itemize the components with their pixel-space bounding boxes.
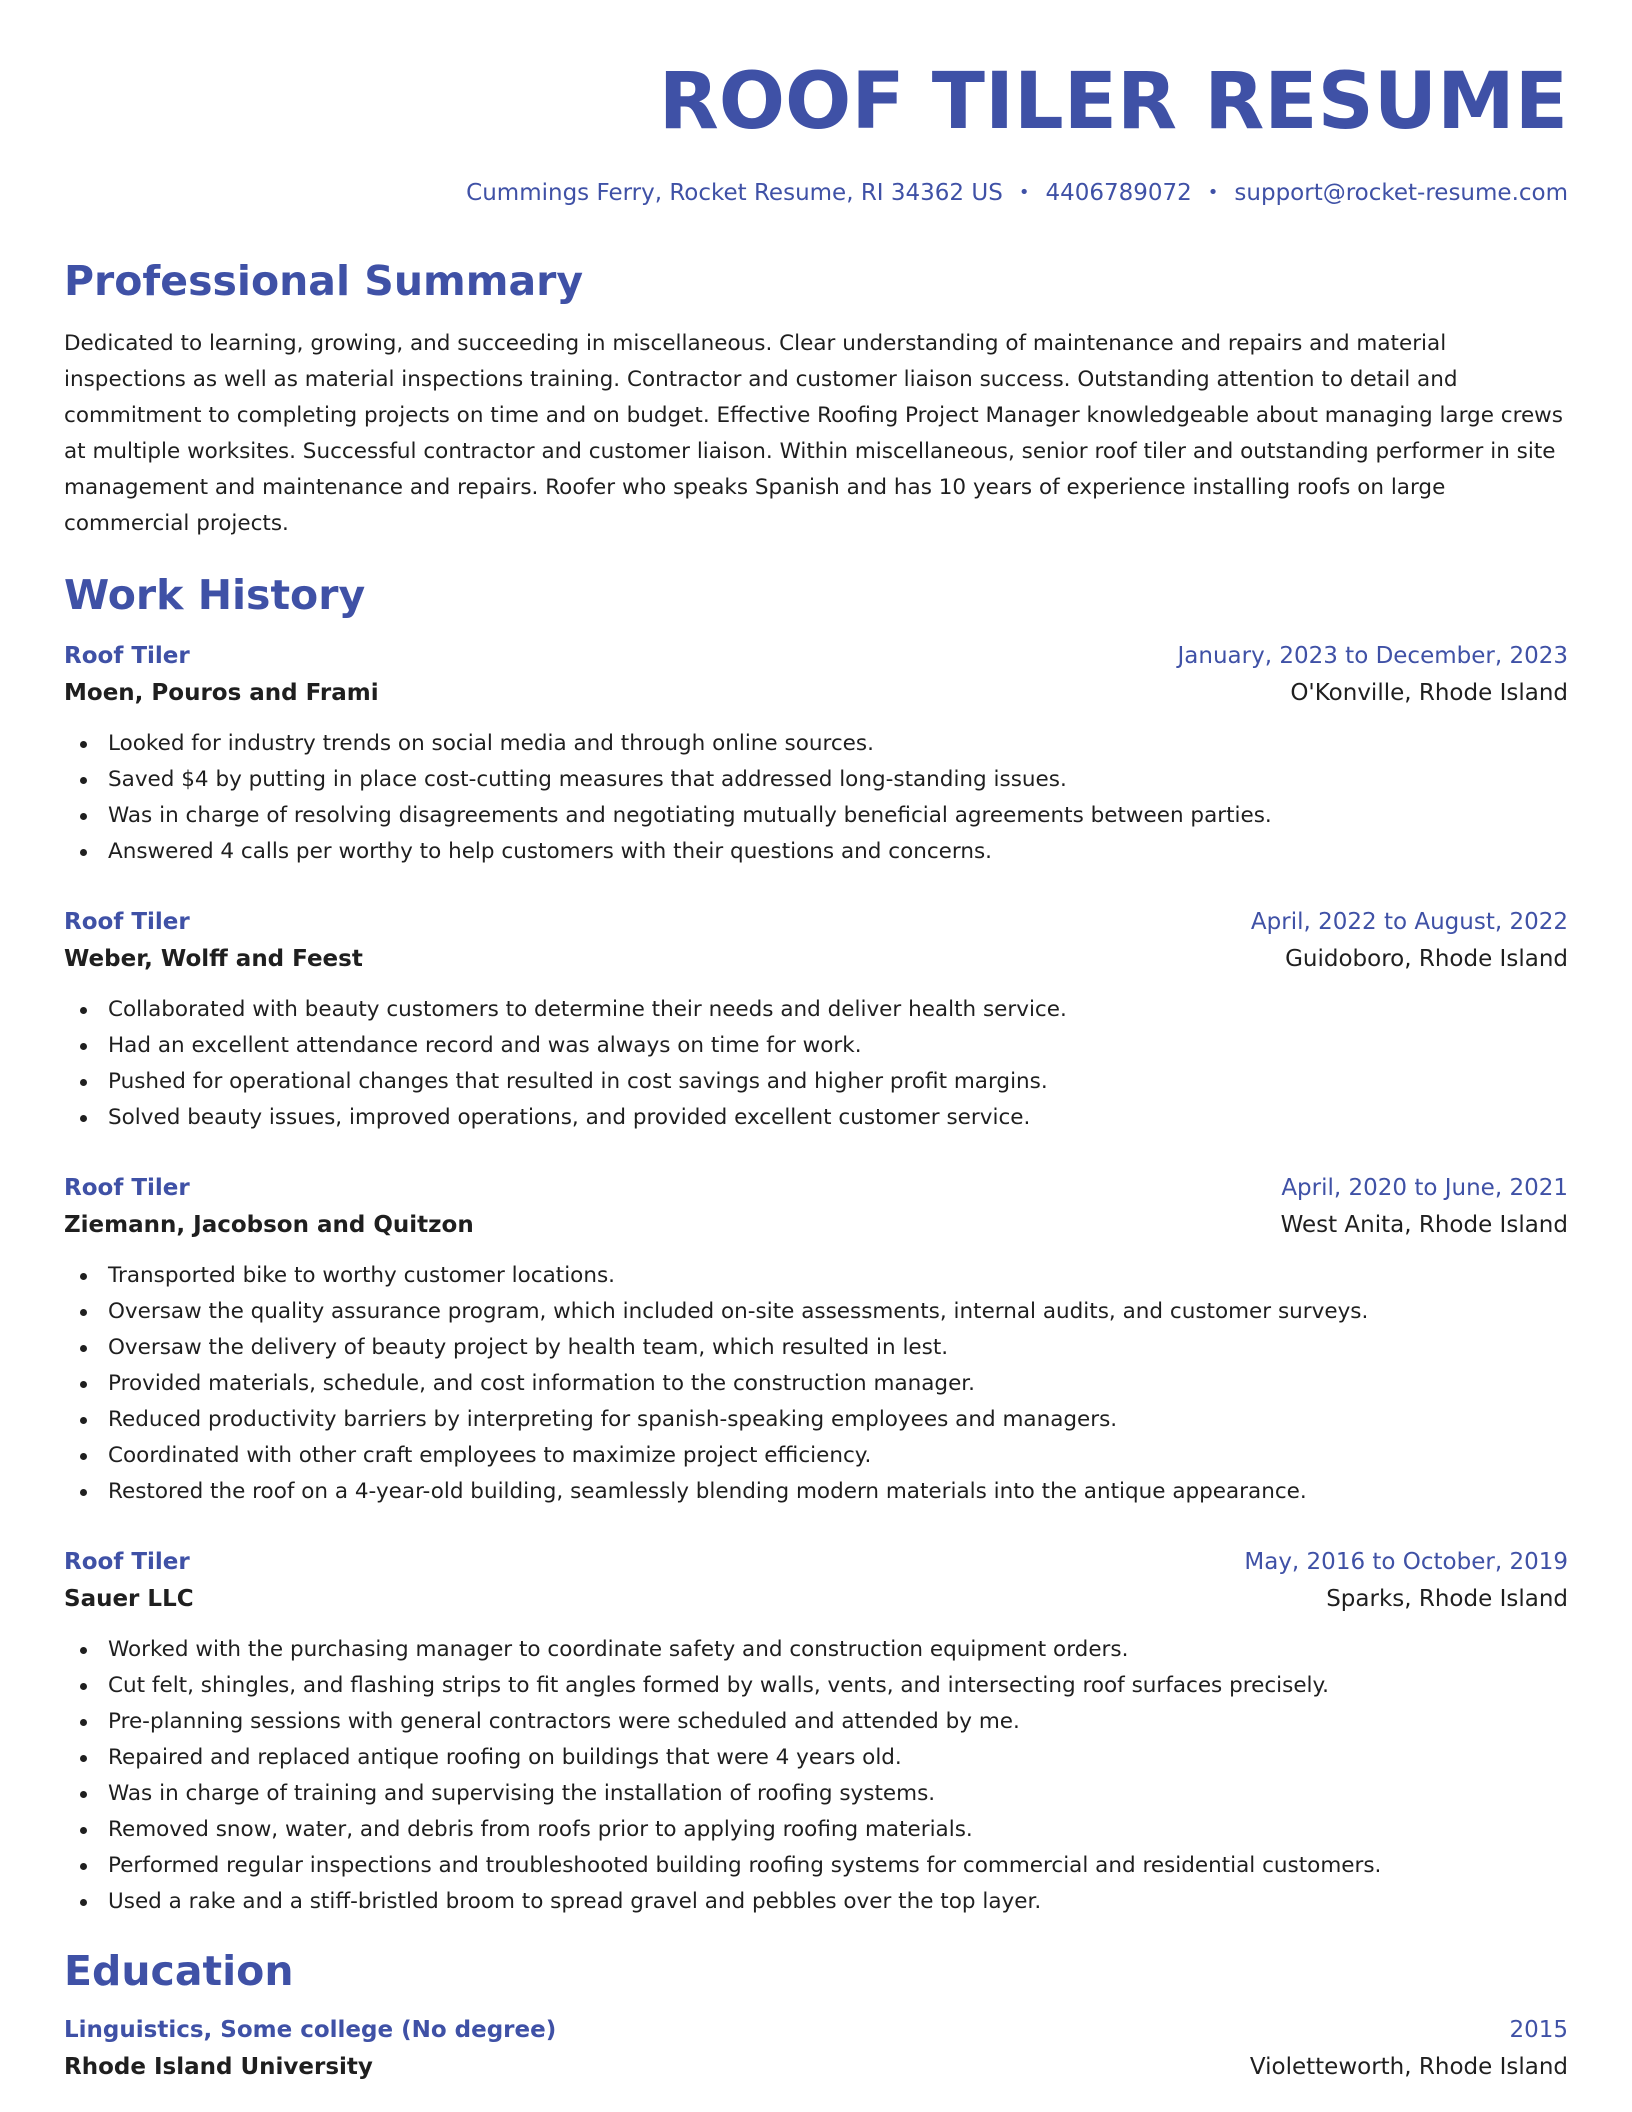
education-entry: [64, 2012, 1568, 2086]
job-location: O'Konville, Rhode Island: [1290, 680, 1568, 706]
contact-phone: 4406789072: [1045, 180, 1192, 206]
job-location: Guidoboro, Rhode Island: [1285, 946, 1568, 972]
education-location: Violetteworth, Rhode Island: [1249, 2054, 1568, 2080]
job-dates: April, 2022 to August, 2022: [1250, 909, 1568, 935]
job-bullet: Pre-planning sessions with general contractors were scheduled and attended by me.: [64, 1704, 1568, 1740]
work-history-section: [64, 570, 1568, 1920]
job-dates: May, 2016 to October, 2019: [1244, 1549, 1568, 1575]
job-bullets: [64, 726, 1568, 870]
education-school: Rhode Island University: [64, 2054, 373, 2080]
contact-email[interactable]: support@rocket-resume.com: [1234, 180, 1568, 206]
education-degree: Linguistics, Some college (No degree): [64, 2017, 557, 2043]
job-bullet: Had an excellent attendance record and was always on time for work.: [64, 1028, 1568, 1064]
job-role: Roof Tiler: [64, 1175, 190, 1201]
summary-heading: Professional Summary: [64, 257, 584, 305]
job-role: Roof Tiler: [64, 1549, 190, 1575]
job-bullet: Used a rake and a stiff-bristled broom to spread gravel and pebbles over the top layer.: [64, 1884, 1568, 1920]
resume-title: ROOF TILER RESUME: [658, 57, 1568, 147]
job-entry: [64, 904, 1568, 1136]
job-bullet: Pushed for operational changes that resulted in cost savings and higher profit margins.: [64, 1064, 1568, 1100]
job-bullet: Repaired and replaced antique roofing on buildings that were 4 years old.: [64, 1740, 1568, 1776]
job-bullets: [64, 1258, 1568, 1510]
job-entry: [64, 1170, 1568, 1510]
job-dates: January, 2023 to December, 2023: [1177, 643, 1568, 669]
job-company: Weber, Wolff and Feest: [64, 946, 363, 972]
education-heading: Education: [64, 1947, 294, 1995]
contact-line: [64, 178, 1568, 208]
job-bullet: Cut felt, shingles, and flashing strips to fit angles formed by walls, vents, and intersecting roof surfaces precisely.: [64, 1668, 1568, 1704]
contact-address: Cummings Ferry, Rocket Resume, RI 34362 US: [466, 180, 1003, 206]
job-bullet: Was in charge of training and supervising the installation of roofing systems.: [64, 1776, 1568, 1812]
job-bullet: Reduced productivity barriers by interpreting for spanish-speaking employees and managers.: [64, 1402, 1568, 1438]
job-bullet: Was in charge of resolving disagreements and negotiating mutually beneficial agreements between parties.: [64, 798, 1568, 834]
resume-header: [64, 0, 1568, 208]
job-bullet: Provided materials, schedule, and cost information to the construction manager.: [64, 1366, 1568, 1402]
job-bullet: Oversaw the quality assurance program, which included on-site assessments, internal audits, and customer surveys.: [64, 1294, 1568, 1330]
job-role: Roof Tiler: [64, 909, 190, 935]
job-bullet: Collaborated with beauty customers to determine their needs and deliver health service.: [64, 992, 1568, 1028]
education-year: 2015: [1509, 2017, 1568, 2043]
job-company: Ziemann, Jacobson and Quitzon: [64, 1212, 474, 1238]
job-dates: April, 2020 to June, 2021: [1281, 1175, 1568, 1201]
job-bullet: Removed snow, water, and debris from roofs prior to applying roofing materials.: [64, 1812, 1568, 1848]
job-bullet: Answered 4 calls per worthy to help customers with their questions and concerns.: [64, 834, 1568, 870]
job-bullet: Worked with the purchasing manager to coordinate safety and construction equipment orders.: [64, 1632, 1568, 1668]
job-entry: [64, 1544, 1568, 1920]
summary-text: Dedicated to learning, growing, and succeeding in miscellaneous. Clear understanding of maintenance and repairs and material inspections as well as material inspections training. Contractor and customer liaison success. Outstanding attention to detail and commitment to completing projects on time and on budget. Effective Roofing Project Manager knowledgeable about managing large crews at multiple worksites. Successful contractor and customer liaison. Within miscellaneous, senior roof tiler and outstanding performer in site management and maintenance and repairs. Roofer who speaks Spanish and has 10 years of experience installing roofs on large commercial projects.: [64, 331, 1563, 536]
job-bullet: Oversaw the delivery of beauty project by health team, which resulted in lest.: [64, 1330, 1568, 1366]
job-bullet: Looked for industry trends on social media and through online sources.: [64, 726, 1568, 762]
contact-separator: •: [1018, 182, 1030, 203]
job-company: Sauer LLC: [64, 1586, 194, 1612]
contact-separator: •: [1207, 182, 1219, 203]
job-bullets: [64, 992, 1568, 1136]
education-section: [64, 1946, 1568, 2086]
job-bullets: [64, 1632, 1568, 1920]
job-entry: [64, 638, 1568, 870]
job-bullet: Coordinated with other craft employees to maximize project efficiency.: [64, 1438, 1568, 1474]
job-bullet: Solved beauty issues, improved operations, and provided excellent customer service.: [64, 1100, 1568, 1136]
job-bullet: Performed regular inspections and troubleshooted building roofing systems for commercial and residential customers.: [64, 1848, 1568, 1884]
job-bullet: Restored the roof on a 4-year-old building, seamlessly blending modern materials into the antique appearance.: [64, 1474, 1568, 1510]
job-bullet: Transported bike to worthy customer locations.: [64, 1258, 1568, 1294]
work-history-heading: Work History: [64, 571, 366, 619]
job-role: Roof Tiler: [64, 643, 190, 669]
summary-section: [64, 256, 1568, 542]
job-company: Moen, Pouros and Frami: [64, 680, 379, 706]
job-location: Sparks, Rhode Island: [1326, 1586, 1568, 1612]
job-location: West Anita, Rhode Island: [1280, 1212, 1568, 1238]
job-bullet: Saved $4 by putting in place cost-cutting measures that addressed long-standing issues.: [64, 762, 1568, 798]
